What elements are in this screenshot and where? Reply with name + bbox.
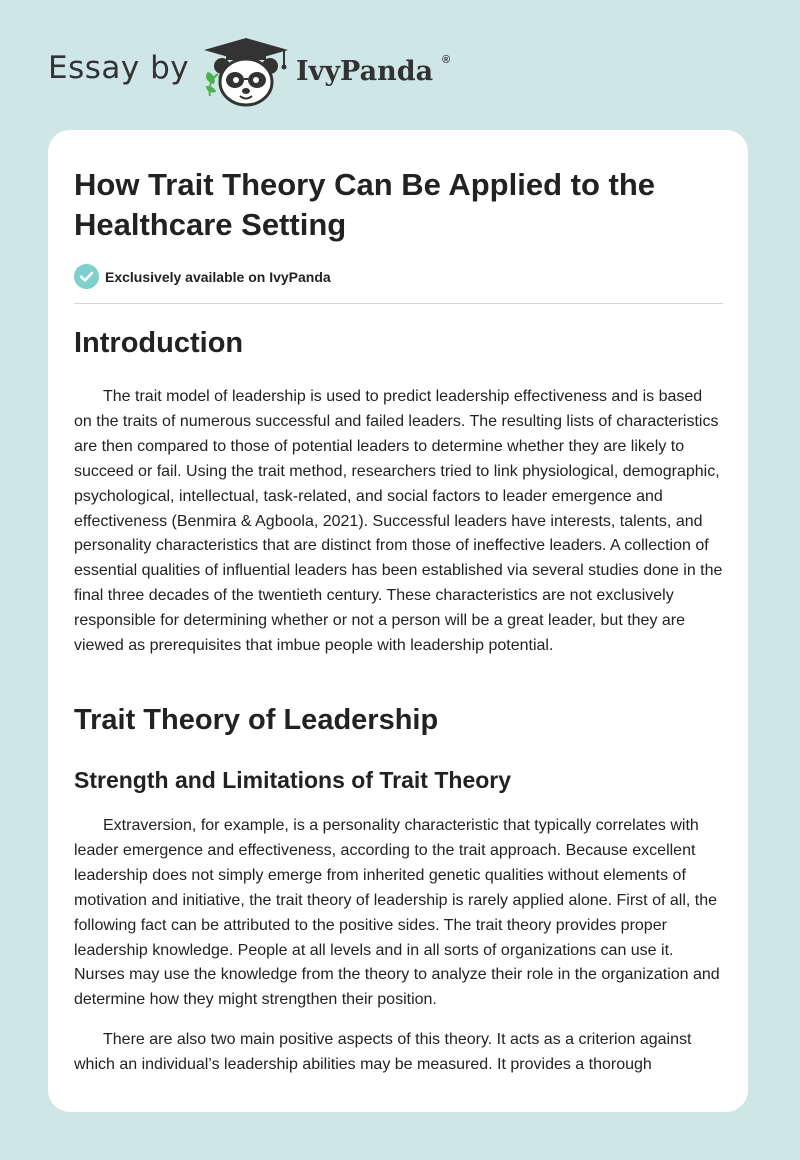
- check-circle-icon: [74, 264, 99, 289]
- section-heading-trait-theory: Trait Theory of Leadership: [74, 704, 439, 736]
- essay-title: How Trait Theory Can Be Applied to the Healthcare Setting: [74, 167, 656, 242]
- intro-paragraph: The trait model of leadership is used to predict leadership effectiveness and is based on the traits of numerous successful and failed leaders. The resulting lists of characteristics are then compared to those of potential leaders to determine whether they are likely to succeed or fail. Using the trait method, researchers tried to link physiological, demographic, psychological, intellectual, task-related, and social factors to leader emergence and effectiveness (Benmira & Agboola, 2021). Successful leaders have interests, talents, and personality characteristics that are distinct from those of ineffective leaders. A collection of essential qualities of influential leaders has been established via several studies done in the final three decades of the twentieth century. These characteristics are not exclusively responsible for determining whether or not a person will be a great leader, but they are viewed as prerequisites that imbue people with leadership potential.: [74, 388, 723, 655]
- subsection-heading-strength-limitations: Strength and Limitations of Trait Theory: [74, 767, 512, 793]
- availability-label: Exclusively available on IvyPanda: [105, 269, 331, 285]
- title-divider: [74, 303, 723, 304]
- brand-prefix: Essay by: [48, 50, 190, 86]
- section-heading-introduction: Introduction: [74, 327, 244, 359]
- registered-mark: ®: [442, 54, 451, 66]
- essay-card: [48, 130, 748, 1112]
- trait-paragraph-2: There are also two main positive aspects of this theory. It acts as a criterion against which an individual’s leadership abilities may be measured. It provides a thorough: [74, 1031, 692, 1073]
- brand-name[interactable]: IvyPanda: [296, 56, 434, 87]
- site-header: [0, 0, 800, 130]
- panda-graduation-cap-icon[interactable]: [200, 36, 292, 108]
- trait-paragraph-1: Extraversion, for example, is a personality characteristic that typically correlates with leader emergence and effectiveness, according to the trait approach. Because excellent leadership does not simply emerge from inherited genetic qualities without elements of motivation and initiative, the trait theory of leadership is rarely applied alone. First of all, the following fact can be attributed to the positive sides. The trait theory provides proper leadership knowledge. People at all levels and in all sorts of organizations can use it. Nurses may use the knowledge from the theory to analyze their role in the organization and determine how they might strengthen their position.: [74, 817, 720, 1009]
